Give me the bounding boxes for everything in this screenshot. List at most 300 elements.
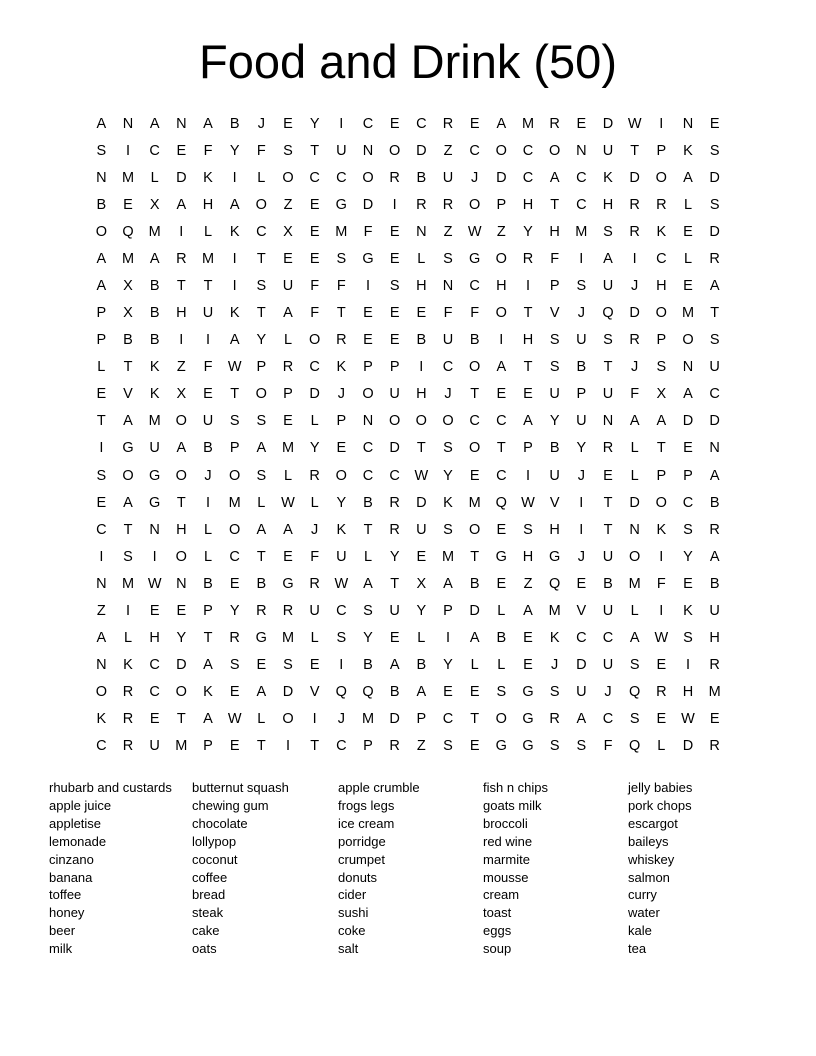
grid-cell: K [203, 169, 213, 186]
grid-cell: O [95, 684, 107, 701]
grid-cell: P [549, 278, 560, 294]
grid-cell: F [203, 142, 213, 159]
grid-cell: D [176, 657, 187, 674]
grid-cell: O [309, 332, 321, 349]
grid-cell: S [709, 142, 720, 159]
word-item: cider [338, 887, 367, 903]
grid-cell: E [469, 684, 480, 701]
grid-cell: S [443, 738, 453, 755]
grid-cell: T [523, 305, 533, 322]
grid-cell: U [416, 521, 427, 538]
grid-cell: R [122, 738, 134, 755]
grid-cell: W [281, 494, 295, 511]
word-item: marmite [483, 851, 530, 867]
grid-cell: C [442, 359, 454, 376]
grid-cell: J [204, 467, 212, 484]
grid-cell: K [203, 684, 213, 701]
grid-cell: U [602, 657, 614, 674]
grid-cell: K [656, 223, 667, 240]
grid-cell: P [363, 738, 373, 755]
word-item: salmon [628, 869, 670, 885]
grid-cell: P [656, 332, 667, 349]
grid-cell: Y [576, 440, 587, 457]
grid-cell: D [709, 413, 720, 430]
grid-cell: E [389, 305, 400, 322]
grid-cell: A [229, 332, 240, 349]
grid-cell: U [202, 413, 214, 430]
grid-cell: C [309, 169, 320, 186]
grid-cell: S [336, 630, 347, 647]
grid-cell: I [99, 548, 104, 565]
grid-cell: F [550, 250, 560, 267]
grid-cell: O [335, 467, 347, 484]
grid-cell: S [96, 467, 107, 484]
grid-cell: T [96, 413, 106, 430]
grid-cell: V [123, 386, 133, 403]
grid-cell: A [96, 115, 107, 132]
grid-cell: E [416, 548, 427, 565]
grid-cell: A [443, 575, 453, 592]
grid-cell: E [683, 440, 693, 457]
grid-cell: S [603, 332, 613, 349]
grid-cell: S [683, 630, 693, 647]
grid-cell: S [363, 602, 373, 619]
grid-cell: D [389, 711, 400, 728]
grid-cell: L [257, 711, 266, 728]
word-item: honey [49, 905, 85, 921]
grid-cell: S [229, 657, 240, 674]
word-item: rhubarb and custards [49, 780, 172, 795]
grid-cell: E [523, 657, 533, 674]
grid-cell: E [389, 332, 400, 349]
grid-cell: E [96, 386, 107, 403]
grid-cell: I [285, 738, 290, 755]
grid-cell: E [309, 196, 320, 213]
grid-cell: B [256, 575, 267, 592]
grid-cell: P [96, 305, 107, 322]
grid-cell: Y [363, 630, 373, 647]
word-item: sushi [338, 905, 369, 921]
grid-cell: E [229, 738, 240, 755]
word-item: curry [628, 887, 657, 903]
grid-cell: V [549, 494, 560, 511]
grid-cell: T [630, 142, 640, 159]
grid-cell: K [549, 630, 560, 647]
grid-cell: C [309, 359, 320, 376]
grid-cell: C [576, 630, 587, 647]
grid-cell: O [175, 548, 187, 565]
grid-cell: F [656, 575, 666, 592]
grid-cell: A [496, 359, 507, 376]
grid-cell: C [336, 738, 347, 755]
grid-cell: K [683, 142, 693, 159]
grid-cell: T [176, 494, 186, 511]
grid-cell: K [149, 386, 160, 403]
grid-cell: Y [683, 548, 693, 565]
grid-cell: G [362, 250, 374, 267]
grid-cell: O [95, 223, 107, 240]
grid-cell: O [495, 305, 507, 322]
grid-cell: T [656, 440, 666, 457]
word-item: coconut [192, 851, 238, 867]
grid-cell: X [656, 386, 667, 403]
grid-cell: B [576, 359, 587, 376]
grid-cell: T [710, 305, 720, 322]
grid-cell: U [602, 142, 614, 159]
grid-cell: E [176, 602, 187, 619]
grid-cell: O [415, 413, 427, 430]
grid-cell: L [683, 250, 693, 267]
grid-cell: B [229, 115, 240, 132]
grid-cell: A [469, 630, 480, 647]
grid-cell: R [442, 196, 454, 213]
grid-cell: T [470, 386, 480, 403]
grid-cell: N [602, 413, 614, 430]
grid-cell: F [256, 142, 266, 159]
grid-cell: N [416, 223, 427, 240]
word-item: apple juice [49, 797, 112, 813]
grid-cell: M [681, 305, 695, 322]
grid-cell: J [444, 386, 452, 403]
grid-cell: S [576, 278, 587, 294]
grid-cell: A [149, 115, 160, 132]
grid-cell: A [96, 278, 107, 294]
grid-cell: A [123, 413, 133, 430]
grid-cell: J [577, 467, 585, 484]
word-item: red wine [483, 833, 533, 849]
grid-cell: J [631, 359, 639, 376]
grid-cell: R [549, 711, 560, 728]
grid-cell: T [603, 494, 613, 511]
grid-cell: J [551, 657, 559, 674]
grid-cell: C [469, 142, 480, 159]
grid-cell: E [496, 575, 507, 592]
grid-cell: Y [523, 223, 533, 240]
grid-cell: E [389, 630, 400, 647]
grid-cell: R [309, 575, 320, 592]
grid-cell: W [521, 494, 535, 511]
grid-cell: I [232, 278, 237, 294]
grid-cell: O [549, 142, 561, 159]
grid-cell: G [149, 467, 161, 484]
grid-cell: S [549, 738, 560, 755]
grid-cell: N [682, 359, 694, 376]
grid-cell: A [283, 521, 293, 538]
grid-cell: H [682, 684, 694, 701]
grid-cell: M [521, 115, 535, 132]
grid-cell: N [96, 657, 107, 674]
grid-cell: E [229, 684, 240, 701]
grid-cell: P [256, 359, 267, 376]
word-item: banana [49, 869, 93, 885]
grid-cell: T [256, 738, 266, 755]
grid-cell: S [336, 250, 347, 267]
grid-cell: L [470, 657, 479, 674]
grid-cell: E [523, 630, 533, 647]
word-item: crumpet [338, 851, 385, 867]
grid-cell: S [709, 332, 720, 349]
word-item: toast [483, 905, 512, 921]
grid-cell: L [630, 440, 639, 457]
grid-cell: K [96, 711, 107, 728]
word-item: broccoli [483, 815, 528, 831]
grid-cell: D [496, 169, 507, 186]
grid-cell: G [149, 494, 161, 511]
grid-cell: P [203, 602, 213, 619]
grid-cell: E [149, 711, 160, 728]
grid-cell: U [576, 684, 587, 701]
grid-cell: H [202, 196, 214, 213]
grid-cell: B [363, 494, 373, 511]
grid-cell: R [282, 602, 294, 619]
grid-cell: S [96, 142, 107, 159]
grid-cell: O [255, 386, 267, 403]
grid-cell: R [522, 250, 534, 267]
word-list [49, 779, 786, 958]
word-list-column [628, 779, 692, 958]
grid-cell: K [336, 521, 347, 538]
grid-cell: I [659, 602, 664, 619]
grid-cell: E [123, 196, 133, 213]
grid-cell: K [683, 602, 693, 619]
grid-cell: O [469, 196, 481, 213]
grid-cell: U [709, 359, 720, 376]
grid-cell: A [629, 413, 640, 430]
grid-cell: S [283, 657, 293, 674]
grid-cell: M [201, 250, 215, 267]
grid-cell: R [709, 521, 720, 538]
grid-cell: A [203, 657, 213, 674]
grid-cell: E [363, 332, 373, 349]
grid-cell: K [656, 521, 667, 538]
grid-cell: F [310, 278, 320, 294]
puzzle-title: Food and Drink (50) [199, 35, 617, 88]
grid-cell: S [123, 548, 133, 565]
grid-cell: E [229, 575, 240, 592]
grid-cell: H [522, 196, 534, 213]
grid-cell: O [495, 142, 507, 159]
grid-cell: S [603, 223, 613, 240]
grid-cell: A [656, 413, 667, 430]
grid-cell: D [416, 142, 427, 159]
grid-cell: R [709, 250, 720, 267]
grid-cell: C [256, 223, 267, 240]
grid-cell: U [442, 332, 454, 349]
grid-cell: A [709, 467, 720, 484]
grid-cell: E [256, 657, 267, 674]
grid-cell: P [96, 332, 107, 349]
grid-cell: L [257, 169, 266, 186]
grid-cell: I [499, 332, 504, 349]
grid-cell: A [256, 440, 267, 457]
grid-cell: F [310, 305, 320, 322]
word-item: water [628, 905, 660, 921]
grid-cell: L [203, 521, 213, 538]
grid-cell: D [309, 386, 320, 403]
grid-cell: C [229, 548, 240, 565]
grid-cell: C [149, 684, 160, 701]
grid-cell: O [655, 169, 667, 186]
grid-cell: Y [256, 332, 267, 349]
grid-cell: O [442, 413, 454, 430]
grid-cell: S [496, 684, 507, 701]
grid-cell: E [149, 602, 160, 619]
grid-cell: W [467, 223, 482, 240]
grid-cell: E [309, 223, 320, 240]
grid-cell: T [550, 196, 560, 213]
grid-cell: O [282, 711, 294, 728]
grid-cell: C [709, 386, 720, 403]
grid-cell: M [175, 738, 188, 755]
grid-cell: T [256, 250, 266, 267]
grid-cell: S [256, 413, 267, 430]
grid-cell: O [655, 305, 667, 322]
grid-cell: J [577, 305, 585, 322]
word-list-column [192, 779, 338, 958]
grid-cell: U [309, 602, 320, 619]
grid-cell: M [121, 575, 135, 592]
grid-cell: A [256, 521, 267, 538]
grid-cell: E [416, 305, 427, 322]
grid-cell: O [655, 494, 667, 511]
grid-cell: S [229, 413, 240, 430]
grid-cell: I [419, 359, 424, 376]
word-item: tea [628, 941, 647, 957]
grid-cell: T [363, 521, 373, 538]
grid-cell: C [336, 602, 347, 619]
grid-cell: L [363, 548, 373, 565]
grid-cell: U [549, 386, 560, 403]
grid-cell: V [549, 305, 560, 322]
grid-cell: P [416, 711, 427, 728]
grid-cell: U [602, 386, 614, 403]
grid-cell: C [496, 467, 507, 484]
grid-cell: B [96, 196, 107, 213]
grid-cell: B [496, 630, 507, 647]
grid-cell: O [469, 521, 481, 538]
word-item: cinzano [49, 851, 94, 867]
grid-cell: H [549, 223, 560, 240]
grid-cell: S [549, 332, 560, 349]
grid-cell: H [176, 305, 187, 322]
grid-cell: E [96, 494, 107, 511]
grid-cell: I [339, 115, 344, 132]
grid-cell: E [496, 521, 507, 538]
word-item: cake [192, 923, 220, 939]
grid-cell: D [629, 494, 640, 511]
grid-cell: C [149, 657, 160, 674]
grid-cell: L [203, 548, 213, 565]
grid-cell: Z [443, 223, 453, 240]
grid-cell: N [362, 413, 374, 430]
grid-cell: L [310, 413, 319, 430]
grid-cell: U [602, 548, 614, 565]
grid-cell: J [631, 278, 639, 294]
grid-cell: I [525, 467, 530, 484]
grid-cell: I [232, 250, 237, 267]
grid-cell: R [389, 494, 400, 511]
grid-cell: W [654, 630, 669, 647]
grid-cell: Q [335, 684, 347, 701]
word-item: mousse [483, 869, 529, 885]
grid-cell: I [205, 332, 210, 349]
grid-cell: T [176, 711, 186, 728]
grid-cell: B [709, 575, 720, 592]
grid-cell: Y [176, 630, 187, 647]
grid-cell: J [337, 711, 345, 728]
grid-cell: E [363, 305, 373, 322]
grid-cell: K [229, 305, 240, 322]
grid-cell: L [417, 630, 426, 647]
grid-cell: I [125, 602, 130, 619]
grid-cell: R [282, 359, 294, 376]
grid-cell: P [203, 738, 213, 755]
grid-cell: S [683, 521, 693, 538]
grid-cell: B [203, 575, 213, 592]
grid-cell: O [682, 332, 694, 349]
grid-cell: K [229, 223, 240, 240]
word-item: kale [628, 923, 652, 939]
word-item: toffee [49, 887, 82, 903]
grid-cell: C [656, 250, 667, 267]
grid-cell: G [522, 684, 534, 701]
grid-cell: R [629, 196, 640, 213]
grid-cell: L [497, 657, 506, 674]
grid-cell: M [148, 413, 161, 430]
grid-cell: R [309, 467, 320, 484]
grid-cell: U [149, 440, 160, 457]
grid-cell: P [523, 440, 533, 457]
grid-cell: L [417, 250, 426, 267]
grid-cell: K [336, 359, 347, 376]
grid-cell: Y [416, 602, 427, 619]
grid-cell: A [496, 115, 507, 132]
word-item: appletise [49, 815, 102, 831]
grid-cell: S [283, 142, 293, 159]
grid-cell: K [149, 359, 160, 376]
grid-cell: F [443, 305, 453, 322]
grid-cell: T [310, 142, 320, 159]
word-item: eggs [483, 923, 512, 939]
grid-cell: Y [229, 142, 240, 159]
grid-cell: C [96, 521, 107, 538]
grid-cell: M [121, 250, 135, 267]
grid-cell: J [471, 169, 479, 186]
grid-cell: T [256, 305, 266, 322]
grid-cell: B [469, 332, 480, 349]
grid-cell: N [176, 115, 187, 132]
grid-cell: L [630, 602, 639, 619]
grid-cell: V [576, 602, 587, 619]
grid-cell: T [390, 575, 400, 592]
grid-cell: P [389, 359, 400, 376]
grid-cell: I [579, 494, 584, 511]
grid-cell: A [416, 684, 427, 701]
grid-cell: D [576, 657, 587, 674]
grid-cell: U [389, 386, 400, 403]
word-item: coke [338, 923, 366, 939]
grid-cell: R [656, 684, 667, 701]
grid-cell: J [577, 548, 585, 565]
grid-cell: N [176, 575, 187, 592]
grid-cell: Y [336, 494, 347, 511]
grid-cell: Z [416, 738, 426, 755]
grid-cell: Y [389, 548, 400, 565]
grid-cell: T [256, 548, 266, 565]
grid-cell: B [363, 657, 373, 674]
grid-cell: O [175, 684, 187, 701]
grid-cell: U [336, 548, 347, 565]
